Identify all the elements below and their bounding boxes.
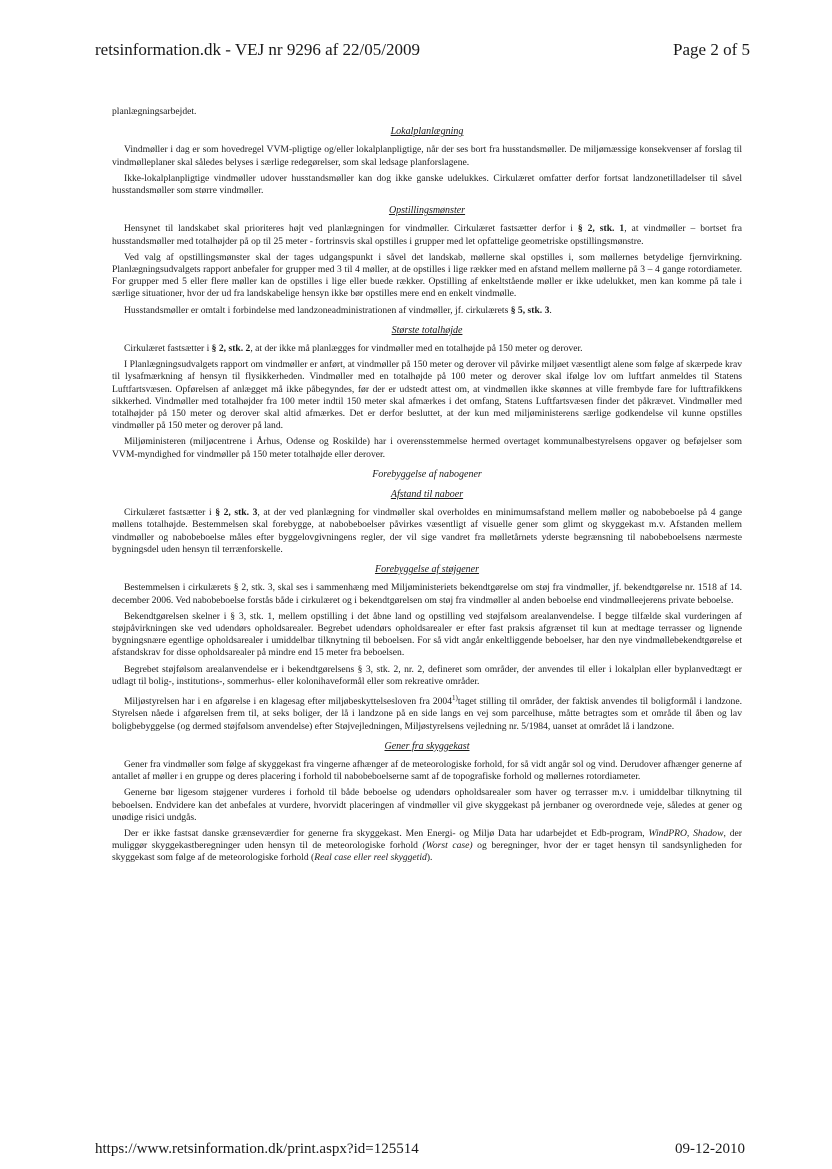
paragraph: Miljøstyrelsen har i en afgørelse i en klagesag efter miljøbeskyttelsesloven fra 2004$^{1)}$taget stilling til områder, der faktisk anvendes til boligformål i landzone. Styrelsen nåede i afgørelsen frem til, at seks boliger, der lå i landzone på en side langs en vej som parcelhuse, måtte betragtes som et område til åben og lav boligbebyggelse (og dermed støjfølsom anvendelse) efter Støjvejledningen, Miljøstyrelsens vejledning nr. 5/1984, uanset at området lå i landzone.	[112, 693, 743, 732]
paragraph: Hensynet til landskabet skal prioriteres højt ved planlægningen for vindmøller. Cirkulæret fastsætter derfor i § 2, stk. 1, at vindmøller – bortset fra husstandsmøller med totalhøjder på op til 25 meter - fortrinsvis skal opstilles i grupper med let opfattelige geometriske opstillingsmønstre.	[112, 223, 742, 247]
section-ref: § 2, stk. 1	[577, 223, 625, 235]
paragraph: Cirkulæret fastsætter i § 2, stk. 2, at der ikke må planlægges for vindmøller med en totalhøjde på 150 meter og derover.	[124, 343, 583, 355]
paragraph: Begrebet støjfølsom arealanvendelse er i bekendtgørelsens § 3, stk. 2, nr. 2, defineret som områder, der anvendes til eller i lokalplan eller byplanvedtægt er udlagt til bolig-, institutions-, sommerhus- eller kolonihaveformål eller som rekreative områder.	[112, 663, 742, 687]
footer-url[interactable]: https://www.retsinformation.dk/print.aspx?id=125514	[95, 1141, 419, 1157]
heading-opstillingsmonster: Opstillingsmønster	[388, 205, 466, 217]
section-ref: § 5, stk. 3	[510, 304, 550, 316]
paragraph: I Planlægningsudvalgets rapport om vindmøller er anført, at vindmøller på 150 meter og derover vil påvirke miljøet væsentligt alene som følge af skærpede krav til lysafmærkning af hensyn til flysikkerheden. Vindmøller med en totalhøjde på 100 meter og derover skal ifølge lov om luftfart anmeldes til Statens Luftfartsvæsen. Opførelsen af anlægget må ikke påbegyndes, før der er udstedt attest om, at vindmøllen ikke skønnes at ville frembyde fare for lufttrafikkens sikkerhed. Vindmøller med totalhøjder fra 100 meter indtil 150 meter skal afmærkes i det omfang, Statens Luftfartsvæsen finder det påkrævet. Vindmøller med totalhøjder på 150 meter og derover skal altid afmærkes. Det er derfor besluttet, at der kun med miljøministerens særlige godkendelse vil kunne opstilles vindmøller på 150 meter og derover på land.	[112, 359, 742, 432]
paragraph: Generne bør ligesom støjgener vurderes i forhold til både beboelse og udendørs opholdsarealer som haver og terrasser m.v. i umiddelbar tilknytning til beboelsen. Endvidere kan det anbefales at vurdere, hvorvidt placeringen af vindmøller vil give skyggekast på jernbaner og overordnede veje, således at gener og unødige risici undgås.	[112, 787, 742, 823]
paragraph: Der er ikke fastsat danske grænseværdier for generne fra skyggekast. Men Energi- og Miljø Data har udarbejdet et Edb-program, WindPRO, Shadow, der muliggør skyggekastberegninger uden hensyn til de meteorologiske forhold (Worst case) og beregninger, hvor der er taget hensyn til sandsynligheden for skyggekast som følge af de meteorologiske forhold (Real case eller reel skyggetid).	[112, 827, 743, 864]
heading-storste-totalhojde: Største totalhøjde	[391, 324, 463, 336]
heading-forebyggelse-af-stojgener: Forebyggelse af støjgener	[374, 564, 480, 576]
footnote-ref[interactable]: 1)	[452, 693, 458, 702]
intro-text: planlægningsarbejdet.	[112, 106, 197, 117]
document-body	[112, 106, 742, 869]
paragraph: Bekendtgørelsen skelner i § 3, stk. 1, mellem opstilling i det åbne land og opstilling ved støjfølsom arealanvendelse. I begge tilfælde skal vurderingen af støjpåvirkningen ske ved udendørs opholdsarealer. Begrebet udendørs opholdsarealer er efter fast praksis afgrænset til kun at medtage terrasser og lignende bygningsnære egentlige opholdsarealer i umiddelbar tilknytning til beboelsen. For så vidt angår enkeltliggende beboelser, har den nye vindmøllebekendtgørelse et afstandskrav for disse opholdsarealer på mindre end 15 meter fra beboelsen.	[112, 610, 742, 659]
page-footer	[95, 1141, 745, 1165]
page-number: Page 2 of 5	[673, 40, 750, 59]
heading-afstand-til-naboer: Afstand til naboer	[390, 489, 464, 501]
paragraph: Husstandsmøller er omtalt i forbindelse med landzoneadministrationen af vindmøller, jf. cirkulærets § 5, stk. 3.	[124, 304, 552, 316]
heading-lokalplanlaegning: Lokalplanlægning	[390, 126, 464, 138]
paragraph: Ved valg af opstillingsmønster skal der tages udgangspunkt i såvel det landskab, møllerne skal opstilles i, som møllernes betydelige fjernvirkning. Planlægningsudvalgets rapport anbefaler for grupper med 3 til 4 møller, at de opstilles i lige rækker med en afstand mellem møllerne på 3 – 4 gange rotordiameter. For grupper med 5 eller flere møller kan de opstilles i lige eller buede rækker. Opstilling af enkeltstående møller er ikke udelukket, men kan komme på tale i særlige situationer, hvor der ud fra landskabelige hensyn ikke bør opstilles mere end en enkelt vindmølle.	[112, 251, 742, 300]
paragraph: Gener fra vindmøller som følge af skyggekast fra vingerne afhænger af de meteorologiske forhold, for så vidt angår sol og vind. Derudover afhænger generne af antallet af møller i en gruppe og deres placering i forhold til nabobeboelserne samt af de topografiske forhold og møllernes rotordiameter.	[112, 758, 742, 783]
header-title: retsinformation.dk - VEJ nr 9296 af 22/05/2009	[95, 40, 421, 59]
section-ref: § 2, stk. 2	[211, 343, 251, 355]
paragraph: Miljøministeren (miljøcentrene i Århus, Odense og Roskilde) har i overensstemmelse hermed overtaget kommunalbestyrelsens opgaver og beføjelser som VVM-myndighed for vindmøller på 150 meter totalhøjde eller derover.	[112, 436, 742, 460]
heading-forebyggelse-af-nabogener: Forebyggelse af nabogener	[372, 468, 482, 480]
heading-gener-fra-skyggekast: Gener fra skyggekast	[384, 740, 470, 752]
footer-date: 09-12-2010	[675, 1141, 745, 1157]
page-header	[95, 40, 750, 64]
paragraph: Vindmøller i dag er som hovedregel VVM-pligtige og/eller lokalplanpligtige, når der ses bort fra husstandsmøller. De miljømæssige konsekvenser af forslag til vindmølleplaner skal således belyses i særlige redegørelser, som skal ledsage planforslagene.	[112, 144, 742, 168]
section-ref: § 2, stk. 3	[215, 507, 258, 519]
paragraph: Bestemmelsen i cirkulærets § 2, stk. 3, skal ses i sammenhæng med Miljøministeriets bekendtgørelse om støj fra vindmøller, jf. bekendtgørelse nr. 1518 af 14. december 2006. Ved nabobeboelse forstås både i cirkulæret og i bekendtgørelsen om støj fra vindmøller al anden beboelse end vindmølleejerens private beboelse.	[112, 582, 742, 606]
paragraph: Ikke-lokalplanpligtige vindmøller udover husstandsmøller kan dog ikke ganske udelukkes. Cirkulæret omfatter derfor fortsat landzonetilladelser til såvel husstandsmøller som større vindmøller.	[112, 172, 742, 197]
paragraph: Cirkulæret fastsætter i § 2, stk. 3, at der ved planlægning for vindmøller skal overholdes en minimumsafstand mellem møller og nabobeboelse på 4 gange møllens totalhøjde. Bestemmelsen skal forebygge, at nabobeboelser påvirkes væsentligt af visuelle gener som glimt og skyggekast m.v. Afstanden mellem vindmøller og nabobeboelse måles efter byggelovgivningens regler, der vil sige vandret fra mølletårnets yderste begrænsning til nabobeboelsens nærmeste bygningsdel uden hensyn til terrænforskelle.	[112, 507, 742, 555]
